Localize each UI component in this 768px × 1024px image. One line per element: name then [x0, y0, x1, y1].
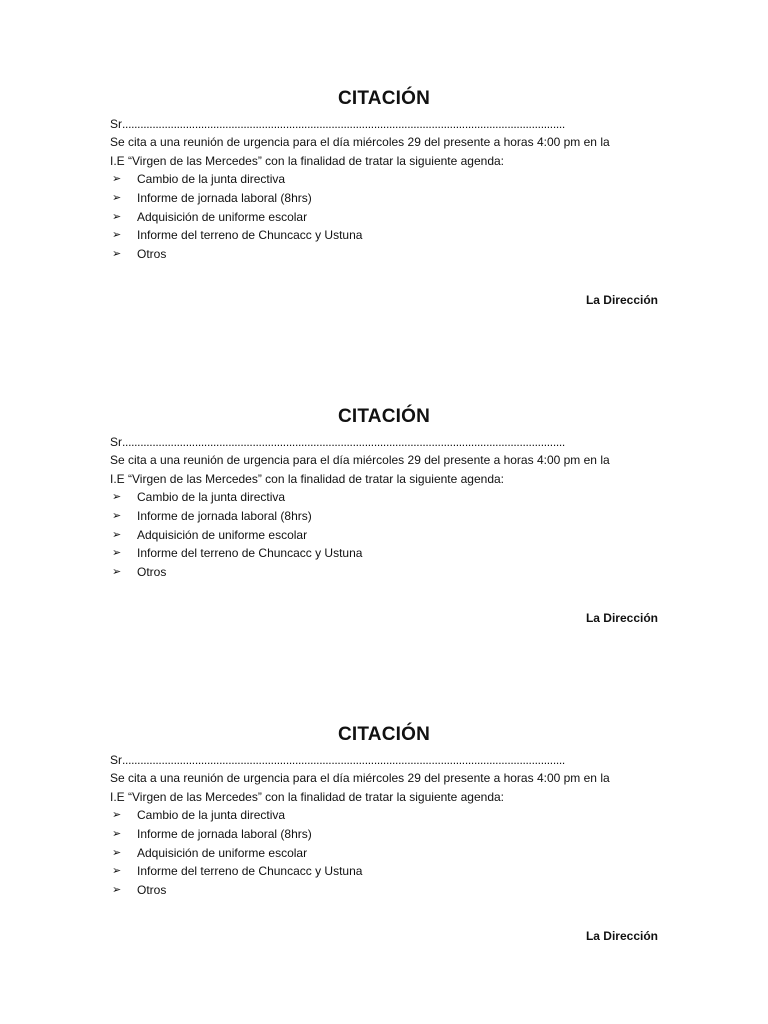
body-line-1: Se cita a una reunión de urgencia para el día miércoles 29 del presente a horas 4:00 pm en la — [110, 771, 610, 785]
agenda-item-text: Adquisición de uniforme escolar — [137, 527, 308, 542]
agenda-item-text: Informe de jornada laboral (8hrs) — [137, 190, 312, 205]
body-line-1: Se cita a una reunión de urgencia para el día miércoles 29 del presente a horas 4:00 pm en la — [110, 453, 610, 467]
citation-title: CITACIÓN — [337, 406, 431, 427]
signature: La Dirección — [585, 292, 658, 307]
arrowhead-bullet-icon: ➢ — [112, 884, 122, 897]
agenda-item — [110, 226, 658, 245]
signature: La Dirección — [585, 928, 658, 943]
body-line-1: Se cita a una reunión de urgencia para el día miércoles 29 del presente a horas 4:00 pm en la — [110, 135, 610, 149]
agenda-item — [110, 844, 658, 863]
agenda-item-text: Adquisición de uniforme escolar — [137, 845, 308, 860]
citation-body — [110, 769, 658, 806]
arrowhead-bullet-icon: ➢ — [112, 248, 122, 261]
agenda-item-text: Otros — [137, 565, 167, 580]
arrowhead-bullet-icon: ➢ — [112, 173, 122, 185]
arrowhead-bullet-icon: ➢ — [112, 191, 122, 204]
arrowhead-bullet-icon: ➢ — [112, 865, 122, 878]
citation-title: CITACIÓN — [337, 724, 431, 745]
agenda-item-text: Otros — [137, 883, 167, 898]
arrowhead-bullet-icon: ➢ — [112, 491, 122, 503]
addressee-line — [110, 434, 658, 451]
citation-body — [110, 133, 658, 170]
citation-block-3 — [110, 722, 658, 945]
agenda-item — [110, 881, 658, 900]
agenda-item-text: Cambio de la junta directiva — [137, 172, 286, 186]
arrowhead-bullet-icon: ➢ — [112, 547, 122, 560]
agenda-item — [110, 825, 658, 844]
addressee-prefix: Sr — [110, 435, 122, 449]
agenda-item — [110, 507, 658, 526]
agenda-item-text: Informe de jornada laboral (8hrs) — [137, 826, 312, 841]
agenda-item-text: Cambio de la junta directiva — [137, 490, 286, 504]
citation-block-1 — [110, 86, 658, 309]
arrowhead-bullet-icon: ➢ — [112, 210, 122, 223]
agenda-item — [110, 170, 658, 189]
addressee-line — [110, 116, 658, 133]
body-line-2: I.E “Virgen de las Mercedes” con la finalidad de tratar la siguiente agenda: — [110, 153, 505, 168]
agenda-item-text: Informe del terreno de Chuncacc y Ustuna — [137, 546, 363, 561]
addressee-prefix: Sr — [110, 117, 122, 131]
arrowhead-bullet-icon: ➢ — [112, 509, 122, 522]
citation-title: CITACIÓN — [337, 88, 431, 109]
agenda-item — [110, 563, 658, 582]
agenda-list — [110, 170, 658, 264]
agenda-item — [110, 208, 658, 227]
agenda-item — [110, 245, 658, 264]
addressee-dots: .................................................................................................................................................. — [122, 435, 565, 449]
agenda-item — [110, 806, 658, 825]
arrowhead-bullet-icon: ➢ — [112, 566, 122, 579]
addressee-prefix: Sr — [110, 753, 122, 767]
agenda-item-text: Informe del terreno de Chuncacc y Ustuna — [137, 864, 363, 879]
arrowhead-bullet-icon: ➢ — [112, 528, 122, 541]
agenda-list — [110, 488, 658, 582]
agenda-item-text: Informe del terreno de Chuncacc y Ustuna — [137, 228, 363, 243]
citation-block-2 — [110, 404, 658, 627]
agenda-item — [110, 544, 658, 563]
agenda-item — [110, 189, 658, 208]
agenda-item — [110, 488, 658, 507]
agenda-item-text: Otros — [137, 247, 167, 262]
agenda-item-text: Informe de jornada laboral (8hrs) — [137, 508, 312, 523]
agenda-item — [110, 862, 658, 881]
body-line-2: I.E “Virgen de las Mercedes” con la finalidad de tratar la siguiente agenda: — [110, 471, 505, 486]
agenda-item-text: Cambio de la junta directiva — [137, 808, 286, 822]
agenda-item — [110, 526, 658, 545]
signature: La Dirección — [585, 610, 658, 625]
agenda-item-text: Adquisición de uniforme escolar — [137, 209, 308, 224]
addressee-dots: .................................................................................................................................................. — [122, 117, 565, 131]
arrowhead-bullet-icon: ➢ — [112, 229, 122, 242]
body-line-2: I.E “Virgen de las Mercedes” con la finalidad de tratar la siguiente agenda: — [110, 789, 505, 804]
citation-body — [110, 451, 658, 488]
addressee-line — [110, 752, 658, 769]
agenda-list — [110, 806, 658, 900]
arrowhead-bullet-icon: ➢ — [112, 827, 122, 840]
arrowhead-bullet-icon: ➢ — [112, 846, 122, 859]
arrowhead-bullet-icon: ➢ — [112, 809, 122, 821]
addressee-dots: .................................................................................................................................................. — [122, 753, 565, 767]
